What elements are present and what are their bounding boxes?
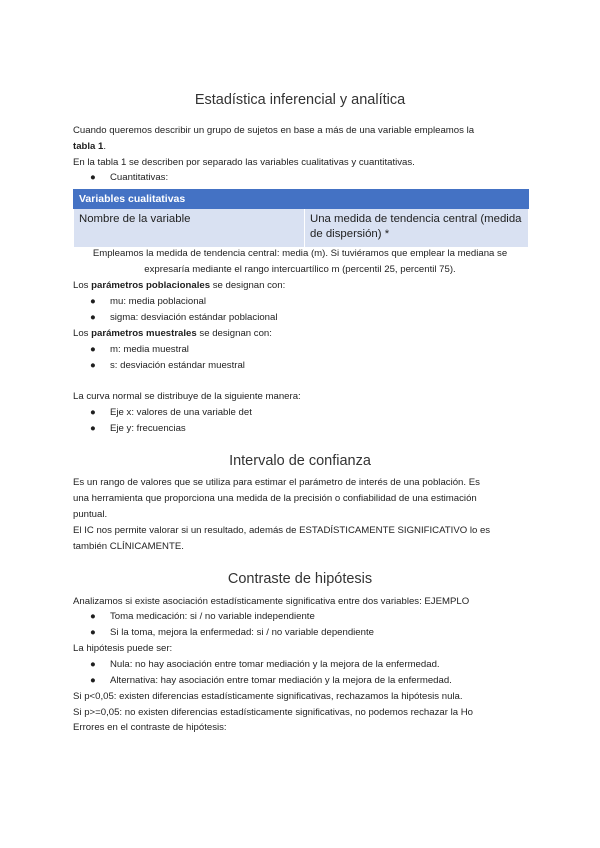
- list-item: [90, 344, 189, 356]
- paragraph-line: Analizamos si existe asociación estadísticamente significativa entre dos variables: EJEMPLO: [73, 596, 470, 607]
- bullet-icon: ●: [90, 312, 96, 323]
- section-heading-intervalo: Intervalo de confianza: [229, 453, 371, 469]
- text-bold: parámetros poblacionales: [91, 280, 211, 291]
- table-header-cell: [305, 190, 529, 209]
- bullet-icon: ●: [90, 360, 96, 371]
- bullet-icon: ●: [90, 675, 96, 686]
- list-item-text: s: desviación estándar muestral: [110, 360, 245, 371]
- text-prefix: Los: [73, 280, 92, 291]
- list-item: [90, 675, 452, 687]
- list-item: [90, 407, 252, 419]
- paragraph-line: La hipótesis puede ser:: [73, 643, 173, 654]
- bullet-icon: ●: [90, 344, 96, 355]
- paragraph-line: El IC nos permite valorar si un resultado, además de ESTADÍSTICAMENTE SIGNIFICATIVO lo es: [73, 525, 491, 536]
- bullet-icon: ●: [90, 611, 96, 622]
- muestrales-heading: [73, 328, 272, 340]
- table-header-cell: Variables cualitativas: [74, 190, 305, 209]
- list-item-text: Nula: no hay asociación entre tomar mediación y la mejora de la enfermedad.: [110, 659, 440, 670]
- list-item-text: Eje y: frecuencias: [110, 423, 186, 434]
- list-item-text: mu: media poblacional: [110, 296, 206, 307]
- list-item: [90, 360, 245, 372]
- bullet-text: Cuantitativas:: [110, 172, 169, 183]
- list-item-text: Toma medicación: si / no variable independiente: [110, 611, 315, 622]
- list-item: [90, 423, 186, 435]
- text-suffix: se designan con:: [196, 328, 272, 339]
- paragraph-line: también CLÍNICAMENTE.: [73, 541, 184, 552]
- list-item-text: m: media muestral: [110, 344, 189, 355]
- bullet-icon: ●: [90, 627, 96, 638]
- tendency-line-2: expresaría mediante el rango intercuartílico m (percentil 25, percentil 75).: [144, 264, 456, 275]
- list-item-text: Alternativa: hay asociación entre tomar mediación y la mejora de la enfermedad.: [110, 675, 452, 686]
- intro-bold: tabla 1: [73, 141, 104, 152]
- list-item: [90, 627, 374, 639]
- intro-line-2: [73, 141, 106, 153]
- list-item: [90, 611, 315, 623]
- bullet-icon: ●: [90, 659, 96, 670]
- section-heading-contraste: Contraste de hipótesis: [227, 571, 373, 587]
- list-item: [90, 312, 277, 324]
- paragraph-line: Es un rango de valores que se utiliza para estimar el parámetro de interés de una población. Es: [73, 477, 480, 488]
- tendency-line-1: Empleamos la medida de tendencia central: media (m). Si tuviéramos que emplear la mediana se: [92, 248, 508, 259]
- list-item-text: sigma: desviación estándar poblacional: [110, 312, 278, 323]
- text-suffix: se designan con:: [210, 280, 286, 291]
- text-bold: parámetros muestrales: [91, 328, 197, 339]
- list-item-text: Eje x: valores de una variable det: [110, 407, 252, 418]
- bullet-icon: ●: [90, 172, 96, 183]
- table-row: [74, 209, 529, 248]
- page-title: Estadística inferencial y analítica: [194, 92, 406, 108]
- paragraph-line: Errores en el contraste de hipótesis:: [73, 722, 227, 733]
- intro-line-1: Cuando queremos describir un grupo de sujetos en base a más de una variable empleamos la: [73, 125, 475, 136]
- paragraph-line: puntual.: [73, 509, 108, 520]
- list-item-text: Si la toma, mejora la enfermedad: si / no variable dependiente: [110, 627, 374, 638]
- intro-bullet: [90, 172, 168, 184]
- text-prefix: Los: [73, 328, 92, 339]
- list-item: [90, 659, 440, 671]
- poblacionales-heading: [73, 280, 285, 292]
- variables-table: [73, 189, 529, 248]
- table-cell: Nombre de la variable: [74, 209, 305, 248]
- table-cell: Una medida de tendencia central (medida de dispersión) *: [305, 209, 529, 248]
- intro-line-2-rest: .: [103, 141, 107, 152]
- curva-text: La curva normal se distribuye de la siguiente manera:: [73, 391, 301, 402]
- bullet-icon: ●: [90, 423, 96, 434]
- paragraph-line: una herramienta que proporciona una medida de la precisión o confiabilidad de una estimación: [73, 493, 477, 504]
- paragraph-line: Si p<0,05: existen diferencias estadísticamente significativas, rechazamos la hipótesis nula.: [73, 691, 463, 702]
- list-item: [90, 296, 206, 308]
- bullet-icon: ●: [90, 296, 96, 307]
- paragraph-line: Si p>=0,05: no existen diferencias estadísticamente significativas, no podemos rechazar la Ho: [73, 707, 473, 718]
- table-header-row: [74, 190, 529, 209]
- intro-line-3: En la tabla 1 se describen por separado las variables cualitativas y cuantitativas.: [73, 157, 415, 168]
- bullet-icon: ●: [90, 407, 96, 418]
